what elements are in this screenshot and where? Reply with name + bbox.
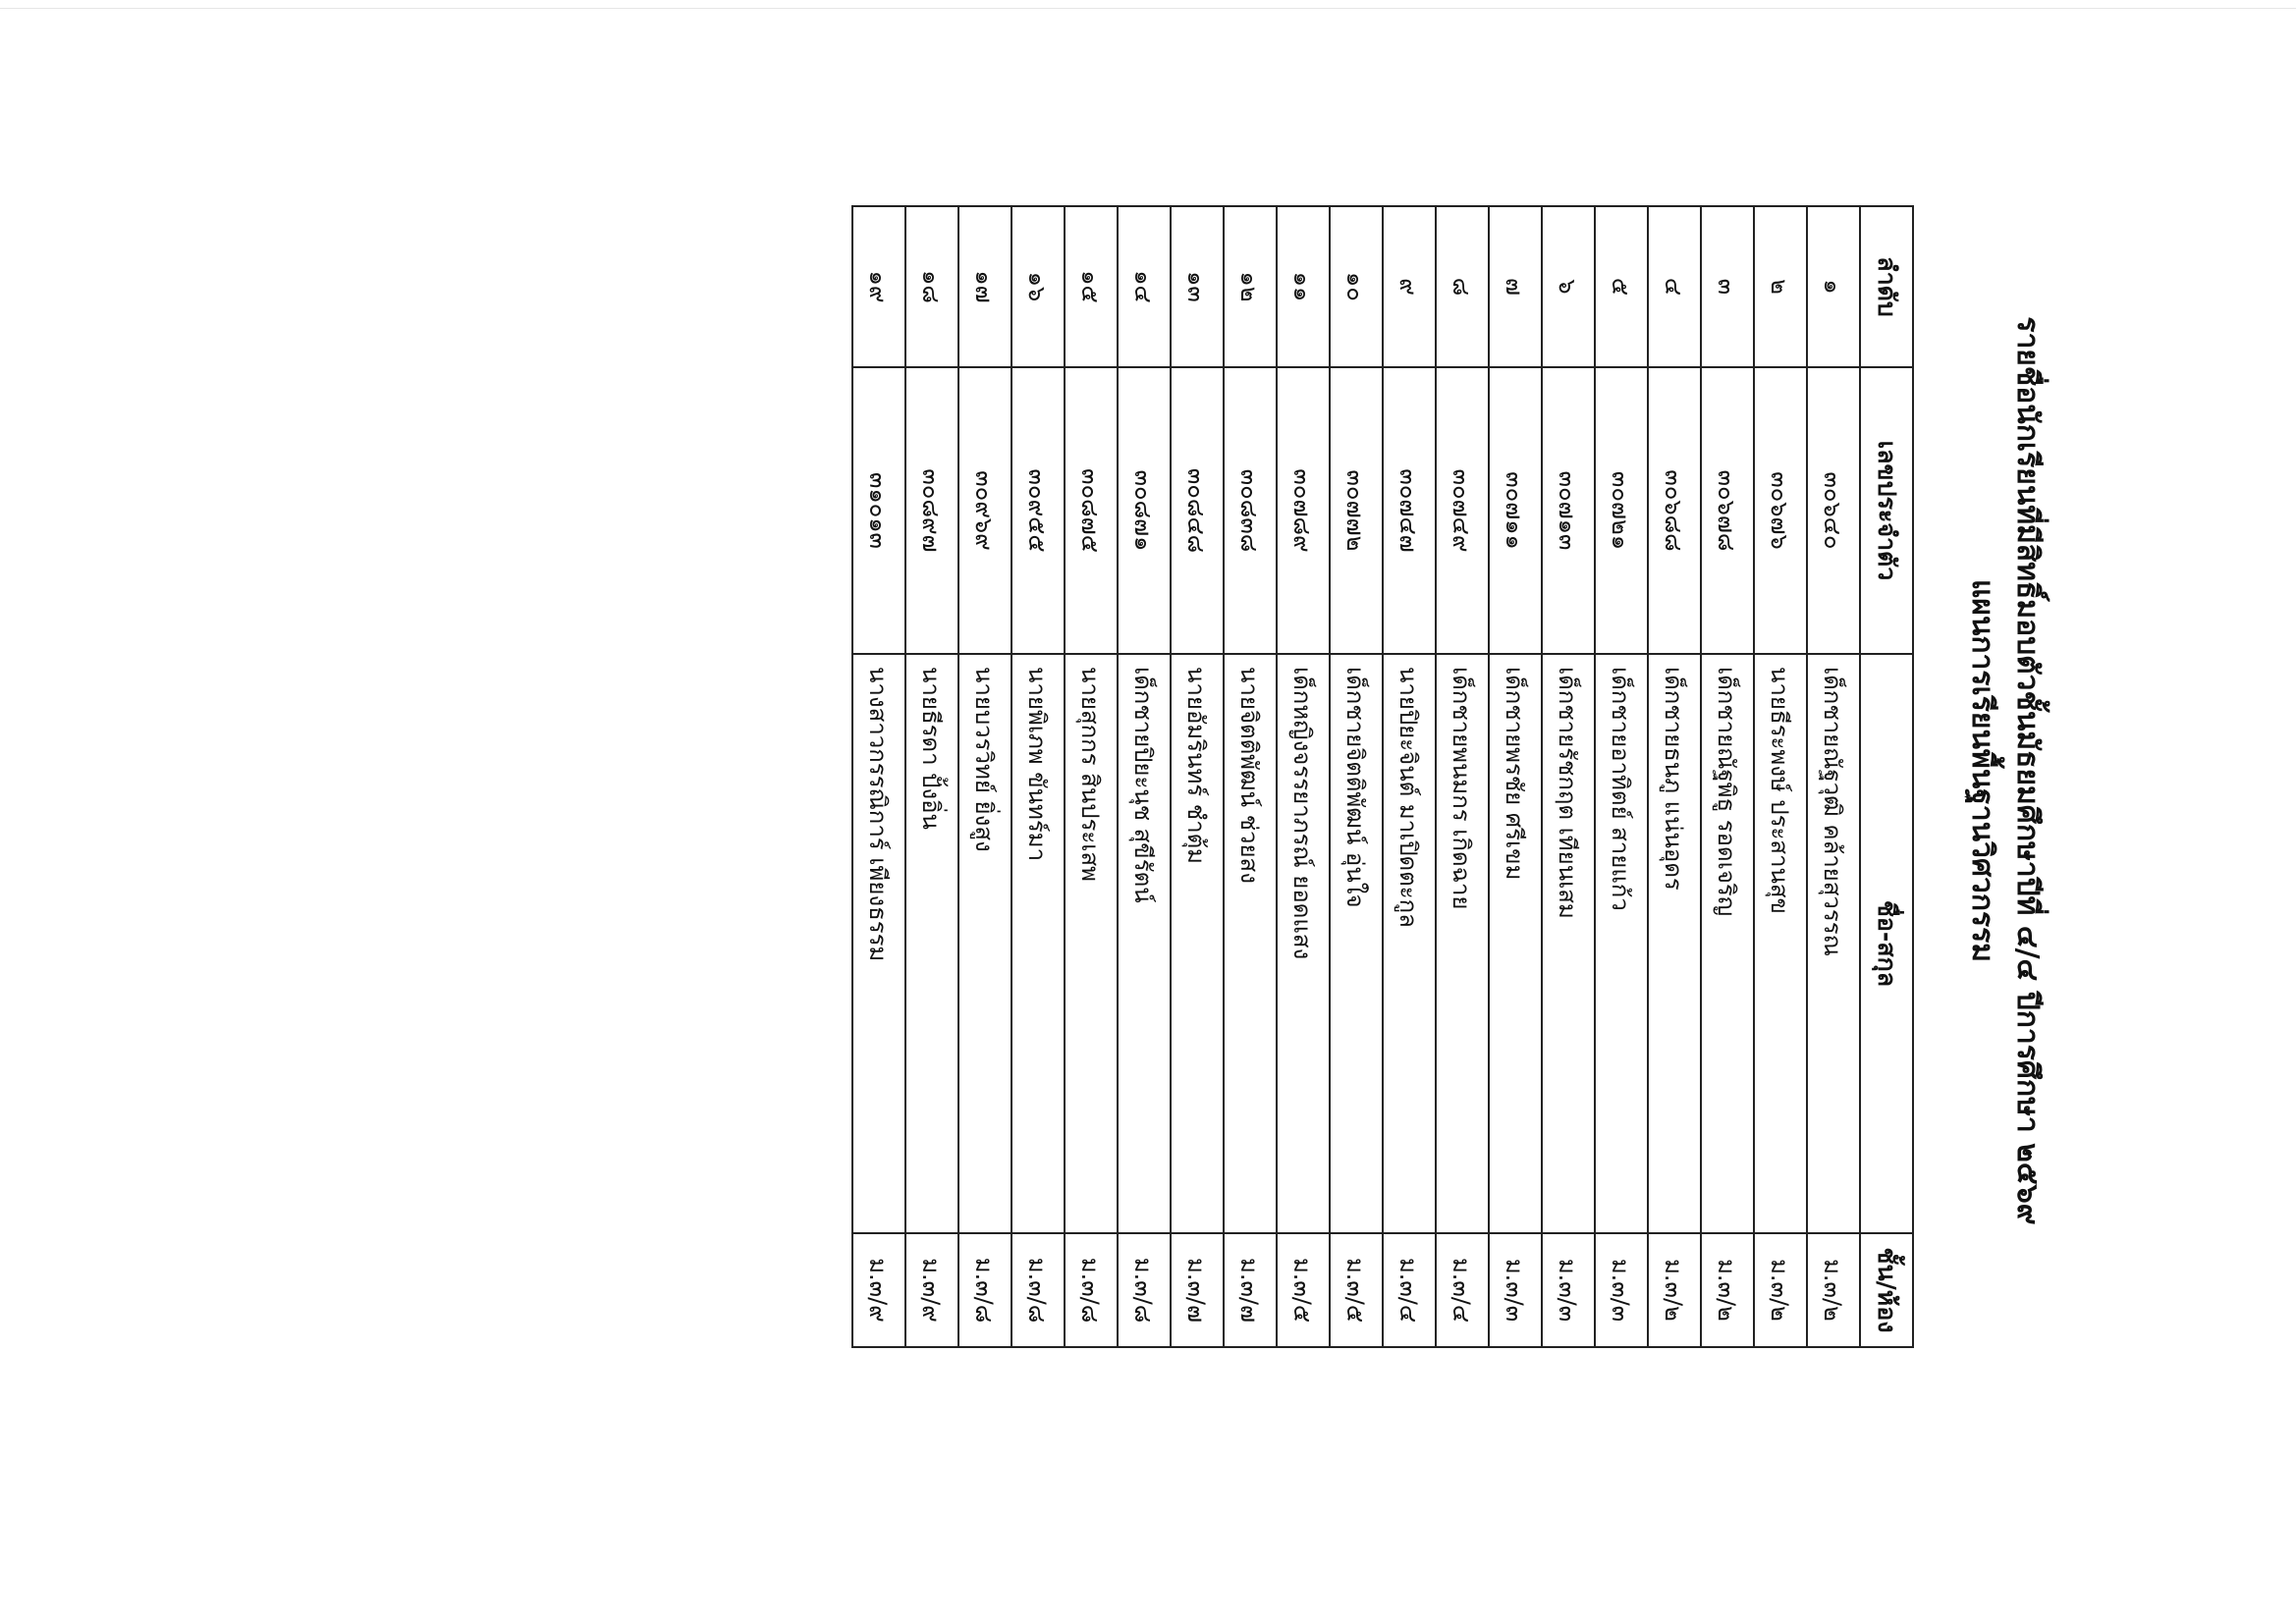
- table-row: [1807, 206, 1860, 1347]
- table-row: [1224, 206, 1277, 1347]
- row-full-name: เด็กชายณัฐวุฒิ คล้ายสุวรรณ: [1807, 654, 1860, 1233]
- row-order: ๘: [1436, 206, 1489, 367]
- table-row: [852, 206, 905, 1347]
- row-full-name: เด็กชายพนมกร เกิดฉาย: [1436, 654, 1489, 1233]
- row-student-id: ๓๐๖๗๖: [1754, 367, 1807, 654]
- table-row: [1118, 206, 1171, 1347]
- row-full-name: เด็กหญิงจรรยาภรณ์ ยอดแสง: [1277, 654, 1330, 1233]
- table-header-row: [1860, 206, 1913, 1347]
- row-class-room: ม.๓/๔: [1383, 1233, 1436, 1347]
- row-order: ๑๖: [1011, 206, 1065, 367]
- row-full-name: นายจิตติพัฒน์ ช่วยสง: [1224, 654, 1277, 1233]
- document-title: รายชื่อนักเรียนที่มีสิทธิ์มอบตัวชั้นมัธยมศึกษาปีที่ ๔/๔ ปีการศึกษา ๒๕๖๙: [2010, 316, 2045, 1225]
- row-full-name: นายสุกกร สินประเสพ: [1065, 654, 1118, 1233]
- table-body: [852, 206, 1860, 1347]
- table-row: [1277, 206, 1330, 1347]
- row-student-id: ๓๐๗๔๗: [1383, 367, 1436, 654]
- row-order: ๗: [1489, 206, 1542, 367]
- student-table: [851, 205, 1914, 1348]
- row-order: ๕: [1595, 206, 1648, 367]
- header-class-room: ชั้น/ห้อง: [1860, 1233, 1913, 1347]
- table-row: [1011, 206, 1065, 1347]
- row-full-name: นายธีระพงษ์ ประสานสุข: [1754, 654, 1807, 1233]
- table-row: [1648, 206, 1701, 1347]
- row-student-id: ๓๑๐๑๓: [852, 367, 905, 654]
- row-full-name: เด็กชายพรชัย ศรีเขม: [1489, 654, 1542, 1233]
- row-class-room: ม.๓/๕: [1277, 1233, 1330, 1347]
- row-class-room: ม.๓/๘: [1065, 1233, 1118, 1347]
- row-class-room: ม.๓/๘: [1011, 1233, 1065, 1347]
- row-full-name: นายธีรดา ปั้งอิ่น: [905, 654, 958, 1233]
- row-class-room: ม.๓/๘: [958, 1233, 1011, 1347]
- row-student-id: ๓๐๗๑๓: [1542, 367, 1595, 654]
- row-full-name: นางสาวกรรณิการ์ เพียงธรรม: [852, 654, 905, 1233]
- row-order: ๑๘: [905, 206, 958, 367]
- row-full-name: เด็กชายปิยะนุช สุขีรัตน์: [1118, 654, 1171, 1233]
- row-order: ๙: [1383, 206, 1436, 367]
- row-student-id: ๓๐๖๗๘: [1701, 367, 1754, 654]
- row-class-room: ม.๓/๗: [1224, 1233, 1277, 1347]
- row-full-name: เด็กชายรัชกฤต เทียนเสม: [1542, 654, 1595, 1233]
- row-student-id: ๓๐๙๕๕: [1011, 367, 1065, 654]
- table-row: [1065, 206, 1118, 1347]
- row-order: ๑๒: [1224, 206, 1277, 367]
- row-class-room: ม.๓/๓: [1595, 1233, 1648, 1347]
- row-full-name: เด็กชายธนภู แน่นอุดร: [1648, 654, 1701, 1233]
- row-full-name: เด็กชายณัฐพิธู รอดเจริญ: [1701, 654, 1754, 1233]
- row-student-id: ๓๐๗๑๑: [1489, 367, 1542, 654]
- row-student-id: ๓๐๘๔๘: [1171, 367, 1224, 654]
- row-order: ๔: [1648, 206, 1701, 367]
- rotated-document: [803, 191, 2050, 1350]
- row-class-room: ม.๓/๒: [1648, 1233, 1701, 1347]
- row-student-id: ๓๐๘๗๕: [1065, 367, 1118, 654]
- row-full-name: นายบวรวิทย์ ยิ่งสูง: [958, 654, 1011, 1233]
- row-class-room: ม.๓/๙: [852, 1233, 905, 1347]
- table-row: [1330, 206, 1383, 1347]
- row-student-id: ๓๐๗๒๑: [1595, 367, 1648, 654]
- row-student-id: ๓๐๘๙๗: [905, 367, 958, 654]
- table-row: [1754, 206, 1807, 1347]
- row-student-id: ๓๐๙๖๙: [958, 367, 1011, 654]
- row-full-name: เด็กชายจิตติพัฒน์ อุ่นใจ: [1330, 654, 1383, 1233]
- row-full-name: เด็กชายอาทิตย์ สายแก้ว: [1595, 654, 1648, 1233]
- row-class-room: ม.๓/๒: [1807, 1233, 1860, 1347]
- row-class-room: ม.๓/๗: [1171, 1233, 1224, 1347]
- row-class-room: ม.๓/๘: [1118, 1233, 1171, 1347]
- table-row: [1436, 206, 1489, 1347]
- table-row: [1383, 206, 1436, 1347]
- row-full-name: นายพิเภพ ขันทร์มา: [1011, 654, 1065, 1233]
- row-class-room: ม.๓/๒: [1754, 1233, 1807, 1347]
- table-row: [1595, 206, 1648, 1347]
- row-order: ๑๑: [1277, 206, 1330, 367]
- row-class-room: ม.๓/๔: [1436, 1233, 1489, 1347]
- row-class-room: ม.๓/๒: [1701, 1233, 1754, 1347]
- row-class-room: ม.๓/๓: [1542, 1233, 1595, 1347]
- row-full-name: นายปิยะจินต์ มาเปิดตะกูล: [1383, 654, 1436, 1233]
- table-row: [958, 206, 1011, 1347]
- row-order: ๑๗: [958, 206, 1011, 367]
- row-student-id: ๓๐๗๔๙: [1436, 367, 1489, 654]
- row-student-id: ๓๐๖๘๘: [1648, 367, 1701, 654]
- document-subtitle: แผนการเรียนพื้นฐานวิศวกรรม: [1965, 578, 1999, 963]
- row-student-id: ๓๐๗๘๙: [1277, 367, 1330, 654]
- row-order: ๑: [1807, 206, 1860, 367]
- row-order: ๒: [1754, 206, 1807, 367]
- table-row: [1171, 206, 1224, 1347]
- row-class-room: ม.๓/๓: [1489, 1233, 1542, 1347]
- row-order: ๑๓: [1171, 206, 1224, 367]
- row-order: ๑๙: [852, 206, 905, 367]
- table-row: [1701, 206, 1754, 1347]
- page-top-edge: [0, 0, 2296, 9]
- row-student-id: ๓๐๗๗๒: [1330, 367, 1383, 654]
- row-student-id: ๓๐๘๓๘: [1224, 367, 1277, 654]
- row-student-id: ๓๐๘๗๑: [1118, 367, 1171, 654]
- row-order: ๑๔: [1118, 206, 1171, 367]
- row-class-room: ม.๓/๙: [905, 1233, 958, 1347]
- row-class-room: ม.๓/๕: [1330, 1233, 1383, 1347]
- table-row: [1542, 206, 1595, 1347]
- row-order: ๖: [1542, 206, 1595, 367]
- row-order: ๑๐: [1330, 206, 1383, 367]
- header-full-name: ชื่อ-สกุล: [1860, 654, 1913, 1233]
- row-full-name: นายอัมรินทร์ ชำตุ้ม: [1171, 654, 1224, 1233]
- header-student-id: เลขประจำตัว: [1860, 367, 1913, 654]
- header-order: ลำดับ: [1860, 206, 1913, 367]
- table-row: [1489, 206, 1542, 1347]
- row-order: ๑๕: [1065, 206, 1118, 367]
- row-student-id: ๓๐๖๔๐: [1807, 367, 1860, 654]
- table-row: [905, 206, 958, 1347]
- row-order: ๓: [1701, 206, 1754, 367]
